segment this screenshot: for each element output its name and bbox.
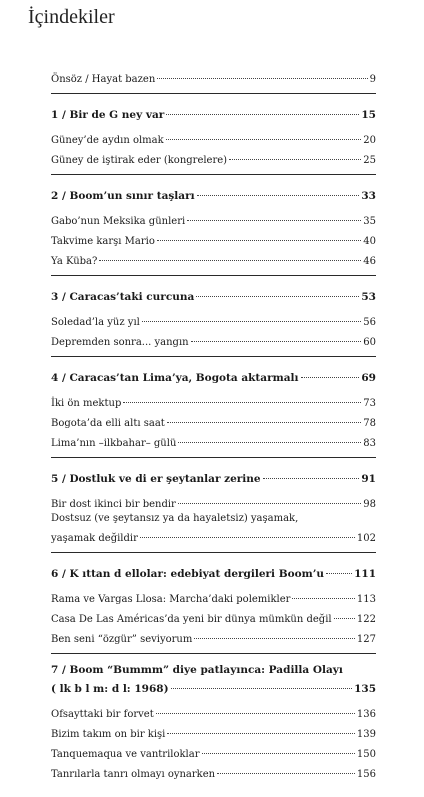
chapter-heading: 7 / Boom “Bummm” diye patlayınca: Padilla Olayı [51, 664, 343, 676]
toc-entry-title: Bogota’da elli altı saat [51, 418, 165, 429]
chapter-heading: 4 / Caracas’tan Lima’ya, Bogota aktarmalı [51, 372, 299, 384]
section-list [51, 492, 376, 552]
dot-leader [171, 674, 353, 689]
toc-entry-page: 56 [363, 317, 376, 328]
toc-entry-title: Rama ve Vargas Llosa: Marcha’daki polemikler [51, 594, 291, 605]
dot-leader [166, 125, 362, 140]
toc-entry-page: 40 [363, 236, 376, 247]
toc-intro [51, 67, 376, 94]
toc-chapter [51, 562, 376, 654]
toc-entry-title: Soledad’la yüz yıl [51, 317, 140, 328]
toc-entry-page: 60 [363, 337, 376, 348]
section-list [51, 702, 376, 788]
dot-leader [191, 327, 362, 342]
toc-entry-title: Depremden sonra... yangın [51, 337, 189, 348]
toc-entry-title: Ben seni “özgür” seviyorum [51, 634, 193, 645]
chapter-heading: 1 / Bir de G ney var [51, 109, 165, 121]
dot-leader [167, 408, 361, 423]
toc-entry-title: Bizim takım on bir kişi [51, 729, 166, 740]
dot-leader [140, 523, 355, 538]
dot-leader [229, 145, 361, 160]
chapter-heading-row [51, 677, 376, 699]
toc-entry-title: İki ön mektup [51, 398, 122, 409]
toc-entry-page: 46 [363, 256, 376, 267]
toc-entry-title: Bir dost ikinci bir bendir [51, 499, 176, 510]
page-title: İçindekiler [28, 6, 115, 28]
toc-entry-page: 156 [356, 769, 376, 780]
dot-leader [202, 739, 355, 754]
toc-entry-page: 122 [356, 614, 376, 625]
toc-entry-title: Tanrılarla tanrı olmayı oynarken [51, 769, 216, 780]
section-list [51, 391, 376, 457]
dot-leader [301, 363, 360, 378]
toc-entry [51, 249, 376, 269]
dot-leader [334, 604, 355, 619]
toc-entry-page: 113 [356, 594, 376, 605]
dot-leader [157, 226, 361, 241]
toc-entry-page: 98 [363, 499, 376, 510]
toc-entry-title: Takvime karşı Mario [51, 236, 155, 247]
toc-entry-page: 139 [356, 729, 376, 740]
section-list [51, 587, 376, 653]
toc-entry [51, 148, 376, 168]
toc-entry [51, 67, 376, 87]
dot-leader [142, 307, 361, 322]
toc-chapter [51, 467, 376, 553]
chapter-page: 135 [354, 683, 376, 695]
chapter-page: 15 [361, 109, 376, 121]
toc-chapter [51, 184, 376, 276]
toc-entry-page: 136 [356, 709, 376, 720]
toc-entry [51, 627, 376, 647]
section-list [51, 209, 376, 275]
chapter-list [51, 103, 376, 788]
dot-leader [157, 64, 367, 79]
chapter-page: 91 [361, 473, 376, 485]
toc-entry-page: 150 [356, 749, 376, 760]
dot-leader [194, 624, 355, 639]
toc-entry-page: 25 [363, 155, 376, 166]
dot-leader [292, 584, 354, 599]
toc-entry [51, 492, 376, 512]
dot-leader [178, 489, 361, 504]
toc-entry-title: Gabo’nun Meksika günleri [51, 216, 186, 227]
chapter-page: 33 [361, 190, 376, 202]
chapter-heading-row [51, 285, 376, 307]
toc-entry-title: Casa De Las Américas’da yeni bir dünya mümkün değil [51, 614, 332, 625]
section-list [51, 310, 376, 356]
toc-entry [51, 330, 376, 350]
section-list [51, 128, 376, 174]
toc-entry [51, 587, 376, 607]
chapter-page: 53 [361, 291, 376, 303]
toc-entry-title: Güney de iştirak eder (kongrelere) [51, 155, 228, 166]
toc-entry-title: Ofsayttaki bir forvet [51, 709, 154, 720]
dot-leader [178, 428, 361, 443]
chapter-heading-row [51, 184, 376, 206]
toc-entry [51, 762, 376, 782]
chapter-heading-row [51, 467, 376, 489]
toc-entry-page: 83 [363, 438, 376, 449]
chapter-heading: 3 / Caracas’taki curcuna [51, 291, 195, 303]
toc-chapter [51, 103, 376, 175]
chapter-heading-row [51, 562, 376, 584]
chapter-heading-row [51, 103, 376, 125]
toc-entry-title-cont: yaşamak değildir [51, 533, 138, 544]
dot-leader [263, 464, 360, 479]
toc-entry-title: Güney’de aydın olmak [51, 135, 164, 146]
toc-entry-page: 73 [363, 398, 376, 409]
toc-entry-title: Ya Küba? [51, 256, 98, 267]
chapter-heading: 6 / K ıttan d ellolar: edebiyat dergileri Boom’u [51, 568, 324, 580]
chapter-heading-row [51, 366, 376, 388]
toc-chapter [51, 366, 376, 458]
toc-entry [51, 526, 376, 546]
dot-leader [326, 559, 352, 574]
toc-entry-title: Tanquemaqua ve vantriloklar [51, 749, 200, 760]
toc-entry-page: 9 [369, 74, 376, 85]
dot-leader [99, 246, 361, 261]
toc-entry-title: Önsöz / Hayat bazen [51, 74, 156, 85]
chapter-heading-cont: ( lk b l m: d l: 1968) [51, 683, 169, 695]
toc-entry-title: Dostsuz (ve şeytansız ya da hayaletsiz) yaşamak, [51, 513, 299, 524]
toc-chapter [51, 285, 376, 357]
table-of-contents [51, 67, 376, 797]
toc-entry-page: 127 [356, 634, 376, 645]
chapter-heading: 2 / Boom’un sınır taşları [51, 190, 195, 202]
toc-entry-title: Lima’nın –ilkbahar– gülü [51, 438, 177, 449]
dot-leader [196, 282, 359, 297]
dot-leader [187, 206, 361, 221]
toc-entry-page: 78 [363, 418, 376, 429]
dot-leader [197, 181, 360, 196]
chapter-page: 69 [361, 372, 376, 384]
toc-entry [51, 431, 376, 451]
dot-leader [217, 759, 355, 774]
dot-leader [167, 719, 355, 734]
dot-leader [166, 100, 359, 115]
chapter-page: 111 [354, 568, 376, 580]
dot-leader [123, 388, 361, 403]
toc-entry-page: 20 [363, 135, 376, 146]
toc-entry-page: 102 [356, 533, 376, 544]
dot-leader [156, 699, 355, 714]
chapter-heading: 5 / Dostluk ve di er şeytanlar zerine [51, 473, 261, 485]
toc-chapter [51, 663, 376, 788]
toc-entry-page: 35 [363, 216, 376, 227]
